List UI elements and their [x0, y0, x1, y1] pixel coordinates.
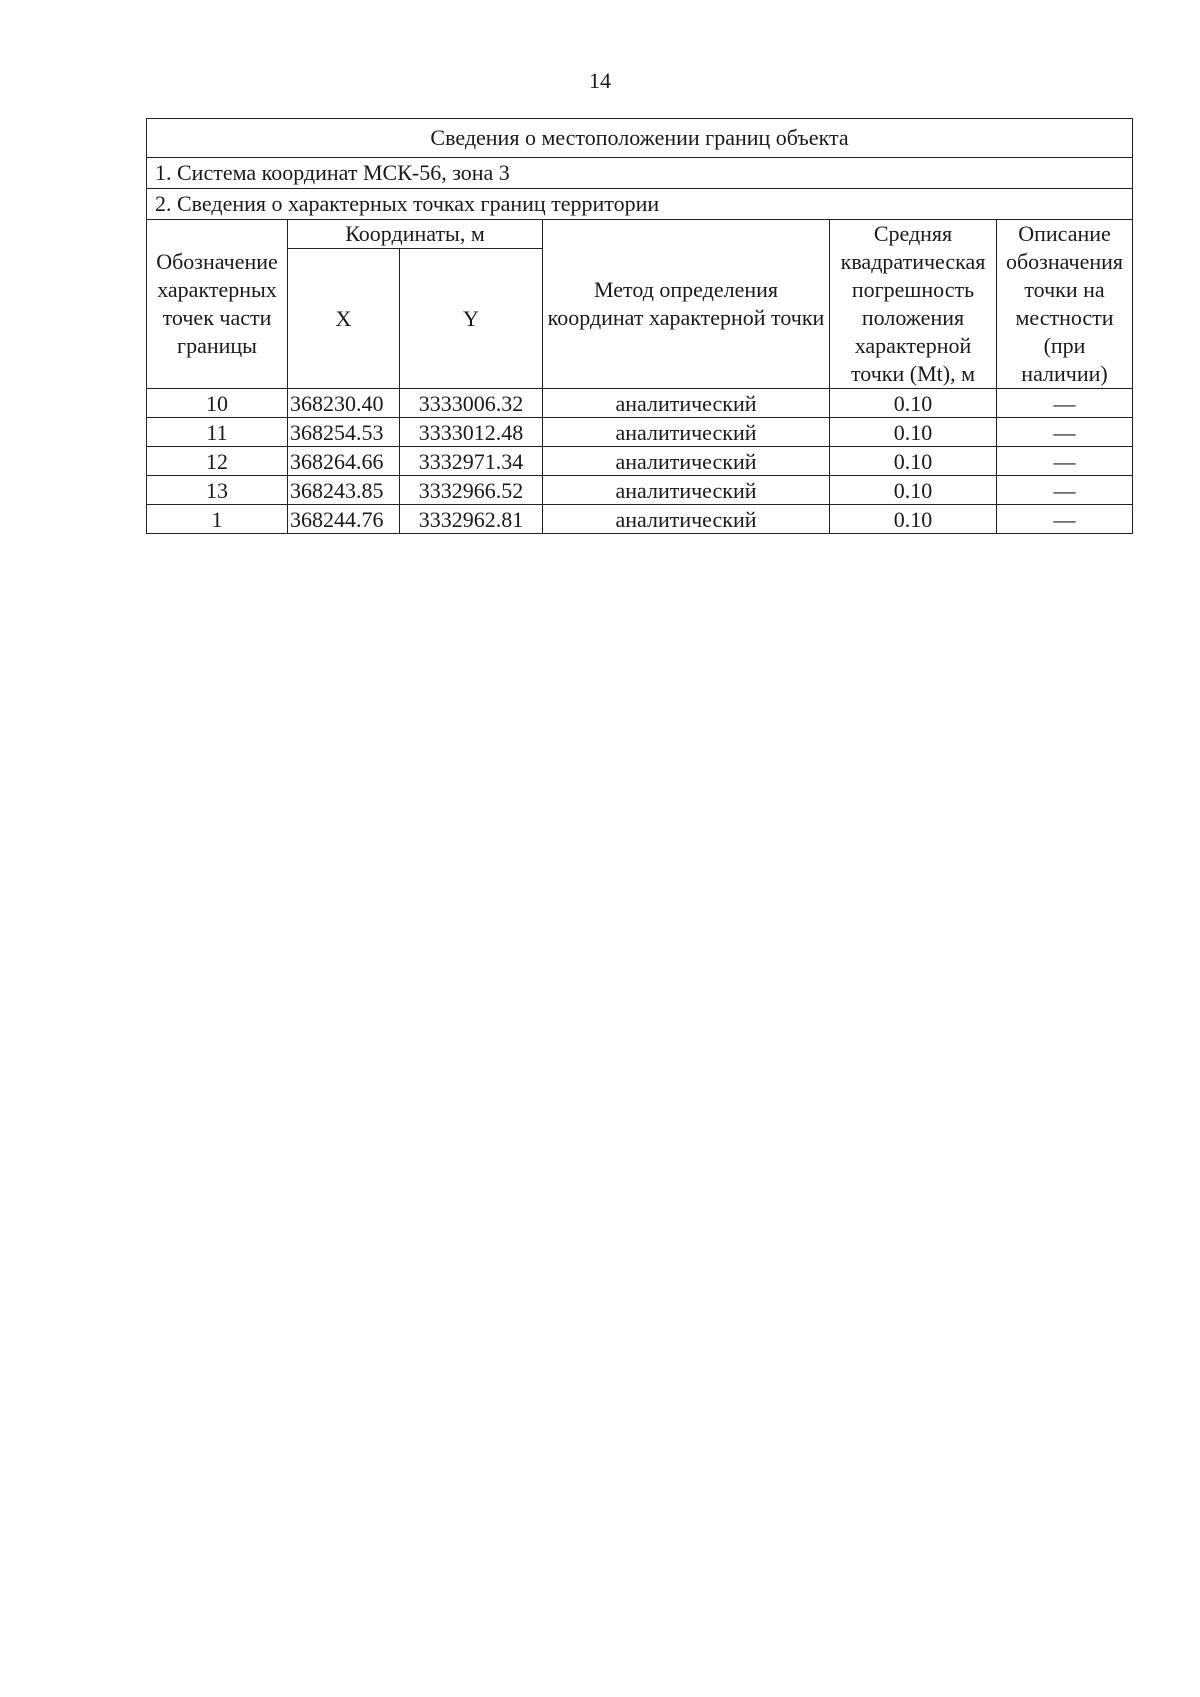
- header-method: Метод определения координат характерной точки: [543, 220, 830, 389]
- cell-description: —: [997, 389, 1133, 418]
- cell-error: 0.10: [830, 447, 997, 476]
- cell-point: 10: [147, 389, 288, 418]
- page-number: 14: [589, 68, 611, 93]
- cell-y: 3332966.52: [400, 476, 543, 505]
- header-description: Описание обозначения точки на местности (при наличии): [997, 220, 1133, 389]
- header-point-designation: Обозначение характерных точек части границы: [147, 220, 288, 389]
- cell-method: аналитический: [543, 447, 830, 476]
- cell-y: 3332971.34: [400, 447, 543, 476]
- table-row: [147, 447, 1133, 476]
- cell-x: 368244.76: [288, 505, 400, 534]
- cell-description: —: [997, 447, 1133, 476]
- section-title: 2. Сведения о характерных точках границ территории: [147, 189, 1133, 220]
- cell-y: 3333012.48: [400, 418, 543, 447]
- cell-error: 0.10: [830, 476, 997, 505]
- header-error: Средняя квадратическая погрешность положения характерной точки (Mt), м: [830, 220, 997, 389]
- cell-method: аналитический: [543, 418, 830, 447]
- header-y: Y: [400, 249, 543, 389]
- cell-method: аналитический: [543, 389, 830, 418]
- table-row: [147, 476, 1133, 505]
- cell-error: 0.10: [830, 389, 997, 418]
- table-row: [147, 505, 1133, 534]
- cell-method: аналитический: [543, 476, 830, 505]
- table-row: [147, 418, 1133, 447]
- cell-description: —: [997, 476, 1133, 505]
- table-row: [147, 389, 1133, 418]
- cell-point: 13: [147, 476, 288, 505]
- cell-point: 12: [147, 447, 288, 476]
- cell-x: 368243.85: [288, 476, 400, 505]
- cell-x: 368230.40: [288, 389, 400, 418]
- header-coordinates: Координаты, м: [288, 220, 543, 249]
- header-x: X: [288, 249, 400, 389]
- coordinate-system: 1. Система координат МСК-56, зона 3: [147, 158, 1133, 189]
- cell-point: 1: [147, 505, 288, 534]
- cell-x: 368254.53: [288, 418, 400, 447]
- cell-error: 0.10: [830, 418, 997, 447]
- boundary-table: [146, 118, 1133, 534]
- cell-x: 368264.66: [288, 447, 400, 476]
- cell-method: аналитический: [543, 505, 830, 534]
- cell-error: 0.10: [830, 505, 997, 534]
- cell-description: —: [997, 505, 1133, 534]
- table-title: Сведения о местоположении границ объекта: [147, 119, 1133, 158]
- cell-point: 11: [147, 418, 288, 447]
- cell-y: 3332962.81: [400, 505, 543, 534]
- cell-description: —: [997, 418, 1133, 447]
- cell-y: 3333006.32: [400, 389, 543, 418]
